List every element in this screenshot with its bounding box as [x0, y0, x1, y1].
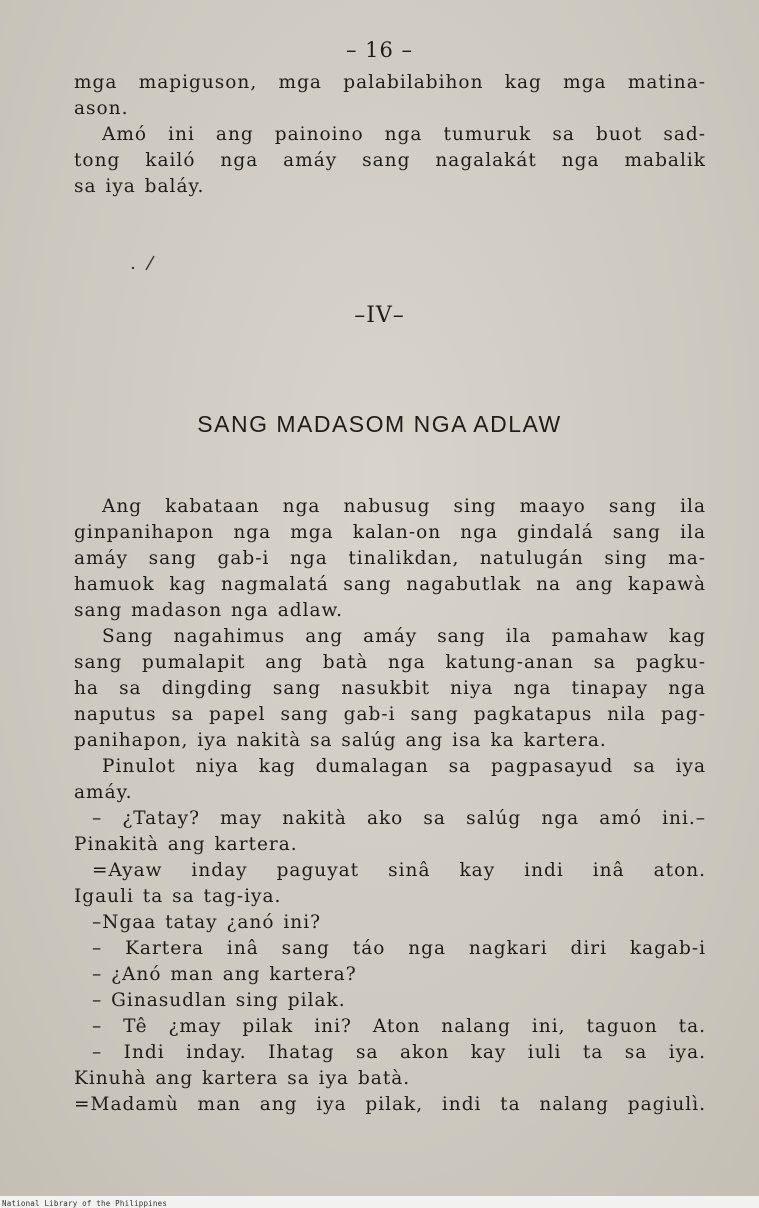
- dialogue-line: – Indi inday. Ihatag sa akon kay iuli ta sa iya.: [92, 1042, 706, 1063]
- text-line: ha sa dingding sang nasukbit niya nga tinapay nga: [74, 678, 706, 699]
- text-line: panihapon, iya nakità sa salúg ang isa ka kartera.: [74, 730, 607, 751]
- text-line: ason.: [74, 98, 129, 119]
- dialogue-line: =Madamù man ang iya pilak, indi ta nalang pagiulì.: [74, 1094, 706, 1115]
- library-credit: National Library of the Philippines: [2, 1199, 168, 1208]
- text-line: sang pumalapit ang batà nga katung-anan sa pagku-: [74, 652, 706, 673]
- dialogue-line: – Tê ¿may pilak ini? Aton nalang ini, taguon ta.: [92, 1016, 706, 1037]
- text-line: amáy sang gab-i nga tinalikdan, natulugán sing ma-: [74, 548, 706, 569]
- dialogue-line: – ¿Tatay? may nakità ako sa salúg nga amó ini.–: [92, 808, 706, 829]
- pencil-mark: [130, 250, 170, 272]
- text-line: sa iya baláy.: [74, 176, 205, 197]
- chapter-body: [74, 494, 706, 1118]
- page-number: – 16 –: [345, 38, 414, 62]
- text-line: Sang nagahimus ang amáy sang ila pamahaw kag: [102, 626, 706, 647]
- chapter-number: –IV–: [354, 303, 405, 328]
- dialogue-line: =Ayaw inday paguyat sinâ kay indi inâ aton.: [92, 860, 706, 881]
- text-line: Pinulot niya kag dumalagan sa pagpasayud sa iya: [102, 756, 706, 777]
- text-line: mga mapiguson, mga palabilabihon kag mga matina-: [74, 72, 706, 93]
- text-line: Igauli ta sa tag-iya.: [74, 886, 282, 907]
- text-line: Pinakità ang kartera.: [74, 834, 298, 855]
- text-line: Ang kabataan nga nabusug sing maayo sang ila: [102, 496, 706, 517]
- dialogue-line: – Kartera inâ sang táo nga nagkari diri kagab-i: [92, 938, 706, 959]
- dialogue-line: –Ngaa tatay ¿anó ini?: [92, 912, 322, 933]
- text-line: ginpanihapon nga mga kalan-on nga gindalá sang ila: [74, 522, 706, 543]
- dialogue-line: – Ginasudlan sing pilak.: [92, 990, 346, 1011]
- text-line: Kinuhà ang kartera sa iya batà.: [74, 1068, 411, 1089]
- text-line: hamuok kag nagmalatá sang nagabutlak na ang kapawà: [74, 574, 706, 595]
- closing-paragraph: [74, 122, 706, 200]
- text-line: tong kailó nga amáy sang nagalakát nga mabalik: [74, 150, 706, 171]
- opening-paragraph-end: [74, 70, 706, 122]
- text-line: amáy.: [74, 782, 133, 803]
- text-line: sang madason nga adlaw.: [74, 600, 344, 621]
- text-line: naputus sa papel sang gab-i sang pagkatapus nila pag-: [74, 704, 706, 725]
- chapter-title: SANG MADASOM NGA ADLAW: [197, 411, 562, 437]
- dialogue-line: – ¿Anó man ang kartera?: [92, 964, 357, 985]
- text-line: Amó ini ang painoino nga tumuruk sa buot sad-: [102, 124, 706, 145]
